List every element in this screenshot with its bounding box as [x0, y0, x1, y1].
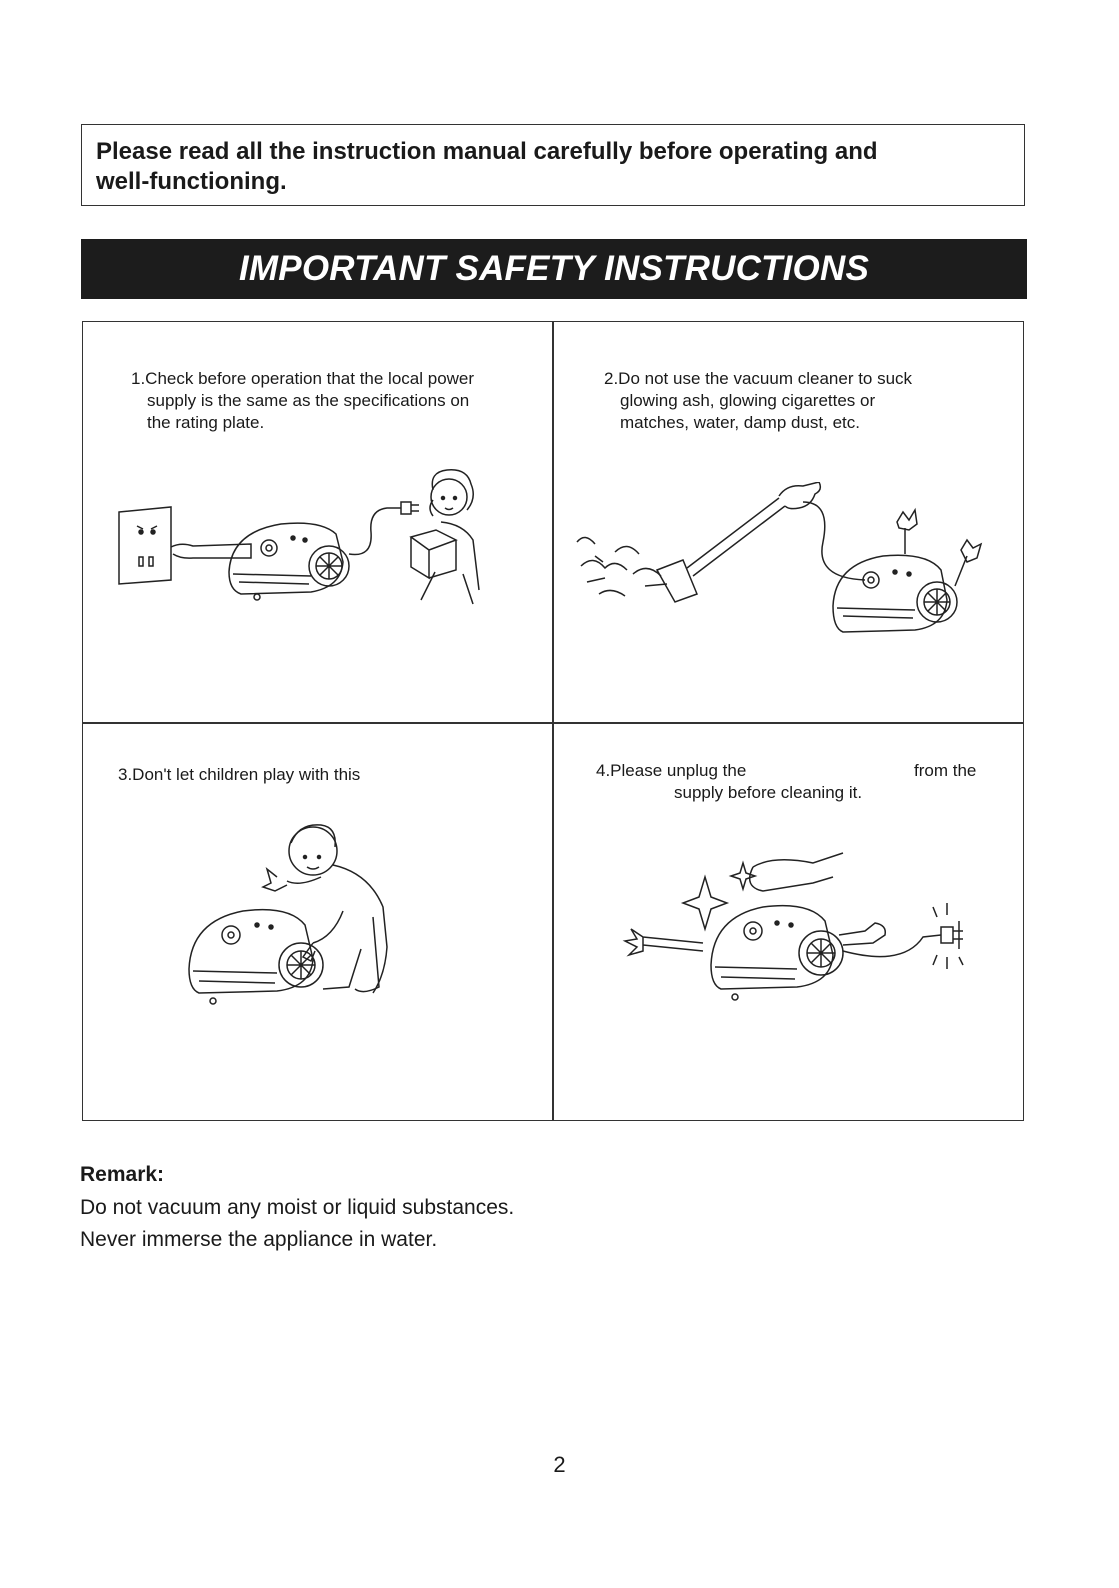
- instruction-1-text: [131, 368, 474, 434]
- instruction-4-text: [596, 760, 996, 804]
- instruction-2-line-2: glowing ash, glowing cigarettes or: [620, 391, 876, 410]
- instruction-1-line-3: the rating plate.: [147, 413, 265, 432]
- child-vacuum-illustration: [173, 817, 413, 1027]
- grid-divider-horizontal: [83, 722, 1023, 724]
- instruction-1-line-1: 1.Check before operation that the local power: [131, 369, 475, 388]
- remark-line-1: Do not vacuum any moist or liquid substances.: [80, 1196, 515, 1219]
- remark-line-2: Never immerse the appliance in water.: [80, 1228, 438, 1251]
- remark-title: Remark:: [80, 1163, 165, 1186]
- section-banner: [81, 239, 1027, 299]
- notice-box: [81, 124, 1025, 206]
- grid-divider-vertical: [552, 322, 554, 1120]
- instruction-4-line-1a: 4.Please unplug the: [596, 761, 747, 780]
- instruction-2-text: [604, 368, 912, 434]
- instruction-3-line-1: 3.Don't let children play with this: [118, 765, 361, 784]
- notice-line-2: well-functioning.: [96, 168, 287, 195]
- section-title: IMPORTANT SAFETY INSTRUCTIONS: [239, 249, 869, 288]
- outlet-vacuum-illustration: [111, 462, 511, 622]
- page-number: 2: [553, 1452, 566, 1477]
- instruction-3-text: [118, 764, 360, 786]
- instruction-1-line-2: supply is the same as the specifications on: [147, 391, 470, 410]
- instruction-4-line-1b: from the: [914, 761, 977, 780]
- debris-vacuum-illustration: [575, 482, 1005, 652]
- instruction-2-line-3: matches, water, damp dust, etc.: [620, 413, 861, 432]
- instructions-grid: [82, 321, 1024, 1121]
- instruction-2-line-1: 2.Do not use the vacuum cleaner to suck: [604, 369, 913, 388]
- notice-line-1: Please read all the instruction manual carefully before operating and: [96, 138, 878, 165]
- instruction-4-line-2: supply before cleaning it.: [674, 783, 863, 802]
- unplug-clean-illustration: [603, 847, 1003, 1007]
